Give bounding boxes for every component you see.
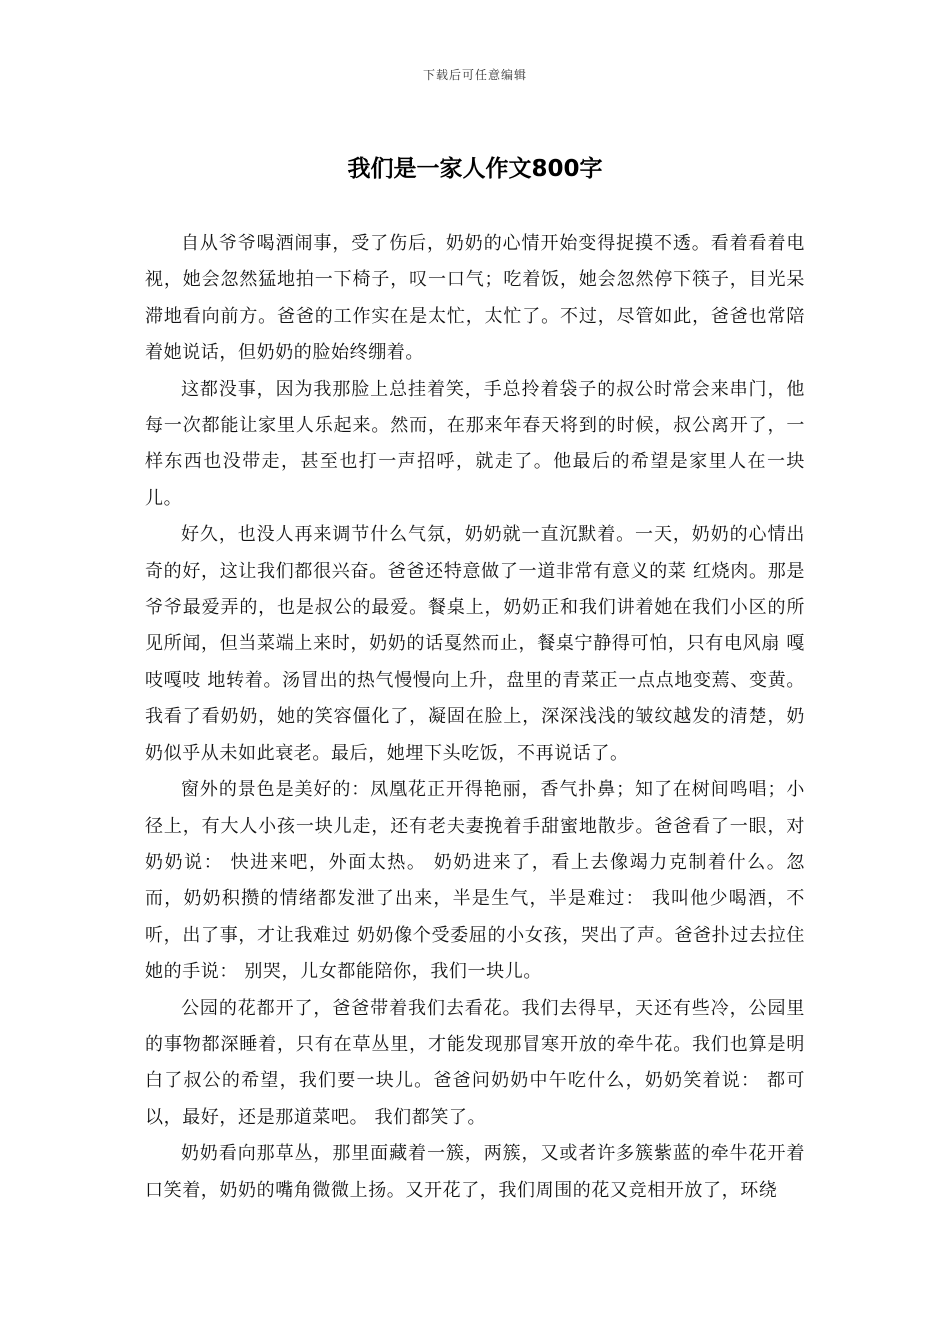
document-title: 我们是一家人作文800字: [347, 156, 603, 182]
paragraph-5: 公园的花都开了，爸爸带着我们去看花。我们去得早，天还有些冷，公园里的事物都深睡着，只有在草丛里，才能发现那冒寒开放的牵牛花。我们也算是明白了叔公的希望，我们要一块儿。爸爸问奶奶中午吃什么，奶奶笑着说： 都可以，最好，还是那道菜吧。 我们都笑了。: [145, 997, 805, 1128]
paragraph-2: 这都没事，因为我那脸上总挂着笑，手总拎着袋子的叔公时常会来串门，他每一次都能让家里人乐起来。然而，在那来年春天将到的时候，叔公离开了，一样东西也没带走，甚至也打一声招呼，就走了。他最后的希望是家里人在一块儿。: [145, 378, 805, 509]
paragraph-3: 好久，也没人再来调节什么气氛，奶奶就一直沉默着。一天，奶奶的心情出奇的好，这让我们都很兴奋。爸爸还特意做了一道非常有意义的菜 红烧肉。那是爷爷最爱弄的，也是叔公的最爱。餐桌上，奶奶正和我们讲着她在我们小区的所见所闻，但当菜端上来时，奶奶的话戛然而止，餐桌宁静得可怕，只有电风扇 嘎吱嘎吱 地转着。汤冒出的热气慢慢向上升，盘里的青菜正一点点地变蔫、变黄。我看了看奶奶，她的笑容僵化了，凝固在脸上，深深浅浅的皱纹越发的清楚，奶奶似乎从未如此衰老。最后，她埋下头吃饭，不再说话了。: [145, 524, 805, 764]
paragraph-1: 自从爷爷喝酒闹事，受了伤后，奶奶的心情开始变得捉摸不透。看着看着电视，她会忽然猛地拍一下椅子，叹一口气；吃着饭，她会忽然停下筷子，目光呆滞地看向前方。爸爸的工作实在是太忙，太忙了。不过，尽管如此，爸爸也常陪着她说话，但奶奶的脸始终绷着。: [145, 233, 805, 364]
page-header-note: 下载后可任意编辑: [422, 68, 527, 82]
essay-body: [145, 226, 805, 1209]
paragraph-6: 奶奶看向那草丛，那里面藏着一簇，两簇，又或者许多簇紫蓝的牵牛花开着口笑着，奶奶的嘴角微微上扬。又开花了，我们周围的花又竞相开放了，环绕: [145, 1143, 805, 1201]
paragraph-4: 窗外的景色是美好的：凤凰花正开得艳丽，香气扑鼻；知了在树间鸣唱；小径上，有大人小孩一块儿走，还有老夫妻挽着手甜蜜地散步。爸爸看了一眼，对奶奶说： 快进来吧，外面太热。 奶奶进来了，看上去像竭力克制着什么。忽而，奶奶积攒的情绪都发泄了出来，半是生气，半是难过： 我叫他少喝酒，不听，出了事，才让我难过 奶奶像个受委屈的小女孩，哭出了声。爸爸扑过去拉住她的手说： 别哭，儿女都能陪你，我们一块儿。: [145, 779, 805, 983]
